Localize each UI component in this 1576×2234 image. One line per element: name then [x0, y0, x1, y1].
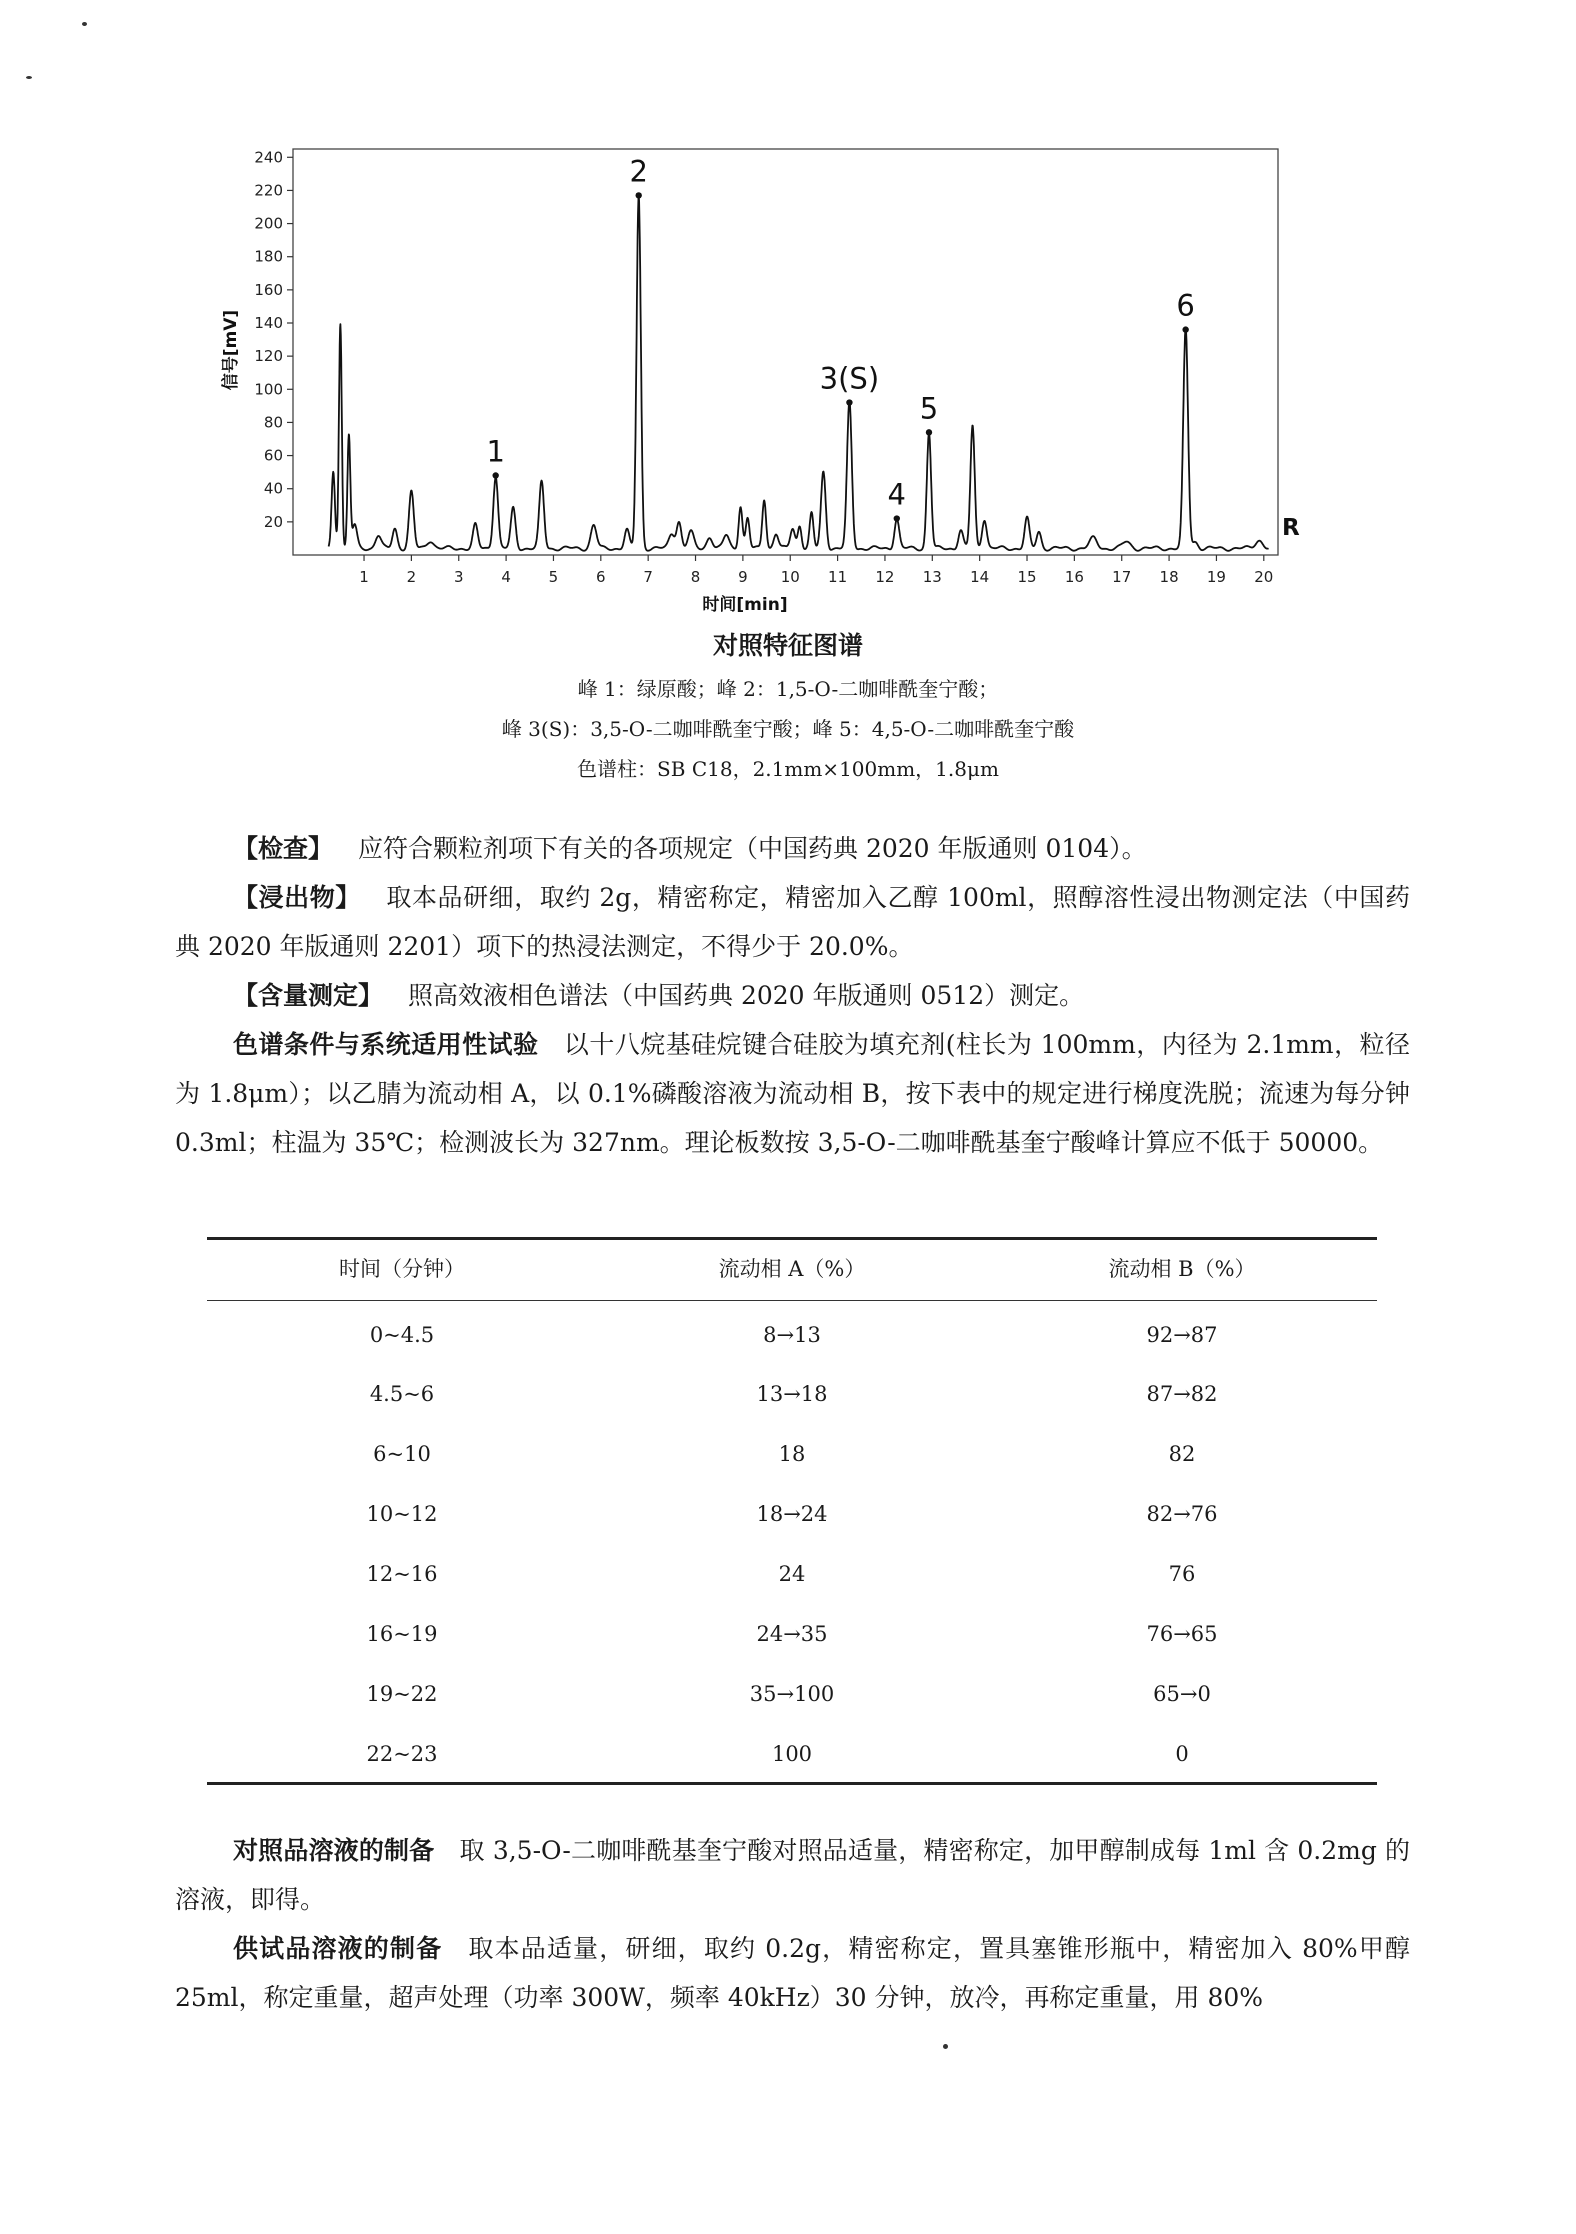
peak-label: 1: [486, 434, 505, 469]
x-tick-label: 8: [690, 568, 701, 586]
x-axis-label: 时间[min]: [702, 595, 788, 615]
y-tick-label: 240: [254, 148, 283, 167]
table-row: [207, 1374, 1377, 1414]
table-cell: 12~16: [366, 1562, 438, 1586]
extract-text: 取本品研细，取约 2g，精密称定，精密加入乙醇 100ml，照醇溶性浸出物测定法（中国药典 2020 年版通则 2201）项下的热浸法测定，不得少于 20.0%。: [175, 883, 1410, 961]
conditions-heading: 色谱条件与系统适用性试验: [233, 1030, 539, 1059]
scan-speck: [943, 2044, 948, 2049]
x-tick-label: 13: [922, 568, 942, 586]
table-cell: 76: [1168, 1562, 1196, 1586]
reference-heading: 对照品溶液的制备: [233, 1836, 435, 1865]
x-tick-label: 1: [359, 568, 369, 586]
table-cell: 10~12: [366, 1502, 438, 1526]
table-row: [207, 1674, 1377, 1714]
figure-caption-line: 峰 1：绿原酸；峰 2：1,5-O-二咖啡酰奎宁酸；: [577, 677, 999, 701]
y-tick-label: 20: [263, 512, 283, 531]
y-tick-label: 120: [254, 347, 283, 366]
x-tick-label: 5: [548, 568, 559, 586]
sample-paragraph: [175, 1924, 1410, 2022]
table-cell: 24→35: [756, 1622, 828, 1646]
table-cell: 19~22: [366, 1682, 438, 1706]
y-tick-label: 60: [263, 446, 283, 465]
check-paragraph: [175, 824, 1410, 873]
x-tick-label: 6: [596, 568, 606, 586]
x-tick-label: 11: [828, 568, 848, 586]
check-text: 应符合颗粒剂项下有关的各项规定（中国药典 2020 年版通则 0104）。: [358, 834, 1147, 863]
y-tick-label: 140: [254, 314, 283, 332]
conditions-text: 以十八烷基硅烷键合硅胶为填充剂(柱长为 100mm，内径为 2.1mm，粒径为 1.8μm）；以乙腈为流动相 A，以 0.1%磷酸溶液为流动相 B，按下表中的规定进行梯度洗脱；流速为每分钟 0.3ml；柱温为 35℃；检测波长为 327nm。理论板数按 3,5-O-二咖啡酰基奎宁酸峰计算应不低于 50000。: [175, 1030, 1410, 1157]
x-tick-label: 20: [1254, 568, 1274, 586]
y-tick-label: 80: [263, 413, 283, 432]
table-cell: 0~4.5: [369, 1323, 435, 1347]
peak-labels: [486, 154, 1194, 521]
reference-paragraph: [175, 1826, 1410, 1924]
x-tick-label: 10: [780, 568, 800, 586]
table-row: [207, 1494, 1377, 1534]
check-heading: 【检查】: [233, 834, 334, 863]
table-cell: 35→100: [749, 1682, 835, 1706]
figure-title: 对照特征图谱: [712, 631, 863, 660]
table-cell: 4.5~6: [369, 1382, 435, 1406]
table-cell: 82: [1168, 1442, 1196, 1466]
x-tick-label: 7: [643, 568, 653, 586]
y-axis-label: 信号[mV]: [221, 309, 241, 391]
table-row: [207, 1554, 1377, 1594]
peak-label: 5: [919, 391, 939, 426]
x-tick-label: 2: [406, 568, 417, 586]
scan-speck: [82, 22, 87, 26]
x-tick-label: 14: [970, 568, 990, 586]
table-cell: 18→24: [756, 1502, 828, 1526]
table-bottom-rule: [207, 1782, 1377, 1785]
table-cell: 76→65: [1146, 1622, 1218, 1646]
x-tick-label: 16: [1064, 568, 1084, 586]
table-header-rule: [207, 1300, 1377, 1301]
table-cell: 87→82: [1146, 1382, 1218, 1406]
peak-label: 2: [629, 154, 648, 189]
peak-apex-marker: [492, 472, 498, 478]
sample-text: 取本品适量，研细，取约 0.2g，精密称定，置具塞锥形瓶中，精密加入 80%甲醇 25ml，称定重量，超声处理（功率 300W，频率 40kHz）30 分钟，放冷，再称定重量，用 80%: [175, 1934, 1410, 2012]
extract-heading: 【浸出物】: [233, 883, 361, 912]
table-cell: 100: [771, 1742, 813, 1766]
table-header-row: [207, 1249, 1377, 1289]
peak-label: 4: [887, 477, 907, 512]
chromatogram: [0, 0, 1576, 620]
x-tick-label: 4: [501, 568, 511, 586]
table-header-cell: 时间（分钟）: [339, 1257, 465, 1281]
peak-label: 3(S): [819, 361, 880, 396]
assay-paragraph: [175, 971, 1410, 1020]
peak-apex-marker: [635, 192, 641, 198]
y-tick-label: 160: [254, 280, 283, 299]
peak-apex-marker: [894, 515, 900, 521]
x-axis: [359, 555, 1273, 586]
y-tick-label: 180: [254, 247, 283, 266]
chromatogram-trace: [329, 195, 1269, 550]
table-row: [207, 1614, 1377, 1654]
table-top-rule: [207, 1237, 1377, 1240]
y-tick-label: 40: [263, 479, 283, 498]
x-tick-label: 12: [875, 568, 895, 586]
table-row: [207, 1434, 1377, 1474]
y-axis: [254, 148, 293, 531]
table-cell: 92→87: [1146, 1323, 1218, 1347]
table-cell: 0: [1175, 1742, 1189, 1766]
plot-frame: [293, 149, 1278, 555]
conditions-paragraph: [175, 1020, 1410, 1167]
scan-speck: [26, 76, 32, 79]
peak-apex-marker: [1182, 326, 1188, 332]
table-header-cell: 流动相 A（%）: [718, 1257, 866, 1281]
x-tick-label: 18: [1159, 568, 1179, 586]
reference-text: 取 3,5-O-二咖啡酰基奎宁酸对照品适量，精密称定，加甲醇制成每 1ml 含 0.2mg 的溶液，即得。: [175, 1836, 1410, 1914]
table-cell: 22~23: [366, 1742, 438, 1766]
x-tick-label: 15: [1017, 568, 1037, 586]
trace-marker-r: R: [1282, 515, 1300, 541]
y-tick-label: 100: [254, 380, 283, 399]
assay-text: 照高效液相色谱法（中国药典 2020 年版通则 0512）测定。: [408, 981, 1085, 1010]
table-header-cell: 流动相 B（%）: [1108, 1257, 1256, 1281]
x-tick-label: 19: [1206, 568, 1226, 586]
y-tick-label: 200: [254, 214, 283, 233]
table-cell: 18: [778, 1442, 806, 1466]
x-tick-label: 3: [453, 568, 464, 586]
extract-paragraph: [175, 873, 1410, 971]
table-cell: 65→0: [1153, 1682, 1211, 1706]
table-cell: 24: [778, 1562, 806, 1586]
table-cell: 82→76: [1146, 1502, 1218, 1526]
peak-apex-marker: [926, 429, 932, 435]
peak-apex-marker: [846, 399, 852, 405]
y-tick-label: 220: [254, 181, 283, 200]
table-row: [207, 1734, 1377, 1774]
figure-caption-line: 色谱柱：SB C18，2.1mm×100mm，1.8μm: [577, 757, 999, 781]
figure-caption-line: 峰 3(S)：3,5-O-二咖啡酰奎宁酸；峰 5：4,5-O-二咖啡酰奎宁酸: [501, 717, 1075, 741]
table-cell: 16~19: [366, 1622, 438, 1646]
table-cell: 8→13: [763, 1323, 821, 1347]
table-cell: 6~10: [373, 1442, 431, 1466]
table-row: [207, 1315, 1377, 1355]
assay-heading: 【含量测定】: [233, 981, 384, 1010]
x-tick-label: 17: [1112, 568, 1132, 586]
sample-heading: 供试品溶液的制备: [233, 1934, 443, 1963]
x-tick-label: 9: [738, 568, 748, 586]
table-cell: 13→18: [756, 1382, 828, 1406]
peak-label: 6: [1176, 288, 1195, 323]
